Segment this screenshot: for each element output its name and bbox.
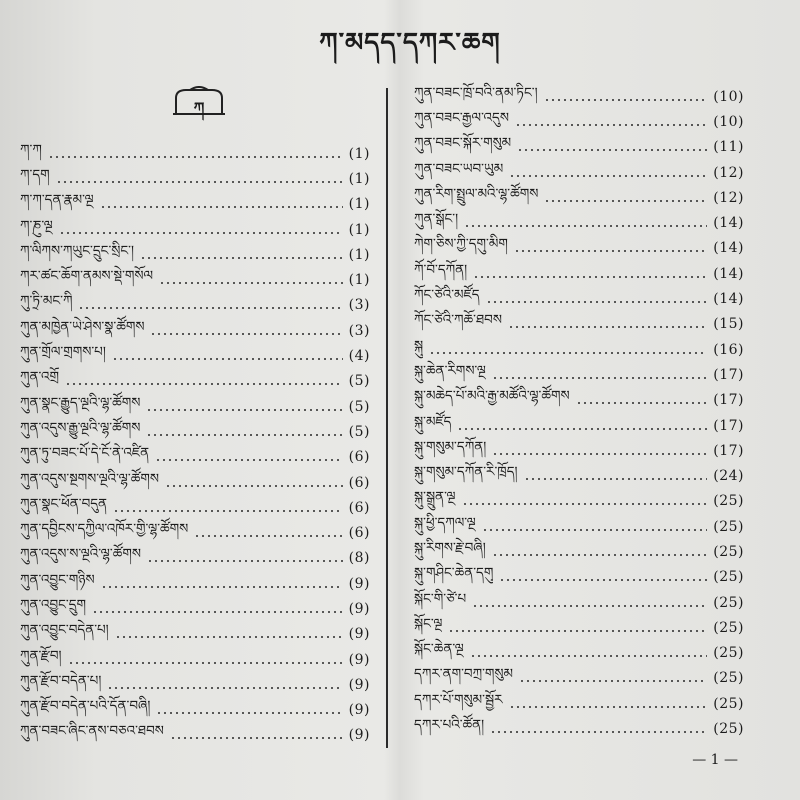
index-entry [414, 590, 744, 615]
entry-term: ཀ་ཎུ་ལྔ [20, 217, 53, 234]
entry-page-number: (17) [713, 392, 744, 409]
leader-dots [107, 687, 342, 689]
entry-page-number: (15) [713, 316, 744, 333]
leader-dots [464, 225, 707, 227]
leader-dots [509, 706, 708, 708]
entry-term: སྐུ་གཤིང་ཆེན་དགུ [414, 565, 494, 582]
entry-term: སྐུ་མཛོད [414, 413, 452, 430]
leader-dots [492, 377, 707, 379]
leader-dots [59, 232, 343, 234]
entry-term: ཀོང་ཙེའི་མཛོད [414, 287, 480, 304]
index-entry [20, 723, 370, 748]
entry-term: ཀུན་བཟང་ཞིང་ནས་བཅའ་ཐབས [20, 723, 164, 740]
entry-page-number: (3) [348, 297, 370, 314]
leader-dots [429, 352, 707, 354]
index-entry [20, 267, 370, 292]
entry-term: ཀུན་འདུས་ས་ལྔའི་ལྷ་ཚོགས [20, 546, 142, 563]
entry-page-number: (17) [713, 366, 744, 383]
entry-term: སྐུ་ཆེན་རིགས་ལྔ [414, 362, 486, 379]
section-letter: ཀ [193, 99, 205, 117]
entry-page-number: (17) [713, 417, 744, 434]
leader-dots [48, 156, 343, 158]
entry-term: ཀུན་མཁྱེན་ཡེ་ཤེས་སྣ་ཚོགས [20, 318, 145, 335]
leader-dots [100, 206, 343, 208]
leader-dots [509, 175, 707, 177]
leader-dots [499, 579, 707, 581]
leader-dots [457, 428, 707, 430]
leader-dots [147, 560, 343, 562]
leader-dots [517, 149, 707, 151]
index-entry [414, 388, 744, 413]
entry-term: ཀུན་བཟང་ཁྲོ་བའི་ནམ་ཏིང་། [414, 84, 538, 101]
entry-term: ཀུན་བཟང་ཡབ་ཡུམ [414, 160, 504, 177]
leader-dots [473, 276, 707, 278]
leader-dots [544, 200, 707, 202]
entry-term: ཀེག་ཅིས་ཀྱི་དགུ་མིག [414, 236, 508, 253]
entry-term: ཀར་ཚང་ཆོག་ནམས་སྡེ་གསོལ [20, 268, 154, 285]
entry-page-number: (25) [713, 594, 744, 611]
leader-dots [68, 662, 343, 664]
leader-dots [146, 434, 342, 436]
leader-dots [165, 485, 343, 487]
section-heading [172, 86, 226, 116]
entry-term: ཀུན་འབྱུང་དྲུག [20, 597, 87, 613]
entry-term: ཀུན་འདུས་སྔགས་ལྔའི་ལྷ་ཚོགས [20, 470, 159, 487]
entry-page-number: (14) [713, 265, 744, 282]
leader-dots [113, 510, 343, 512]
leader-dots [194, 535, 342, 537]
leader-dots [150, 333, 342, 335]
entry-term: ཀུན་གྲོལ་གྲགས་པ། [20, 344, 106, 361]
entry-term: ཀུན་རྫོབ་བདེན་པ། [20, 672, 102, 689]
entry-term: ཀུན་བཟང་སྐོར་གསུམ [414, 135, 512, 152]
entry-term: དཀར་པའི་ཚོན། [414, 717, 485, 734]
entry-page-number: (9) [348, 676, 370, 693]
entry-term: ཀོ་བོ་དཀོན། [414, 261, 468, 278]
entry-term: ཀུན་སྒོང་། [414, 211, 459, 228]
entry-term: ཀ་ཀ་དན་རྣམ་ལྔ [20, 192, 94, 209]
page-footer: — 1 — [692, 752, 738, 768]
leader-dots [156, 712, 342, 714]
entry-term: སྐུ་རིགས་རྗེ་བཞི། [414, 540, 486, 556]
entry-term: ཀུན་རྫོབ། [20, 647, 62, 664]
index-entry [414, 463, 744, 488]
leader-dots [470, 655, 707, 657]
entry-page-number: (1) [348, 170, 370, 187]
entry-page-number: (9) [348, 702, 370, 719]
entry-page-number: (4) [348, 348, 370, 365]
entry-page-number: (25) [713, 569, 744, 586]
entry-term: ཀ་ཀ [20, 141, 42, 158]
entry-term: སྐུ་གསུམ་དཀོན། [414, 438, 487, 455]
leader-dots [112, 358, 343, 360]
leader-dots [486, 301, 708, 303]
entry-page-number: (11) [713, 139, 744, 156]
entry-term: ཀུ་ཏྲི་མང་ཀི [20, 293, 73, 310]
leader-dots [78, 307, 342, 309]
entry-page-number: (3) [348, 322, 370, 339]
index-entry [20, 622, 370, 647]
entry-term: ཀོང་ཙེའི་ཀཆོ་ཐབས [414, 312, 502, 329]
entry-term: ཀུན་སྣང་ཕོན་བདུན [20, 495, 108, 512]
entry-page-number: (5) [348, 373, 370, 390]
page-title: ཀ་མདད་དཀར་ཆག [319, 28, 501, 58]
entry-page-number: (10) [713, 113, 744, 130]
index-entry [20, 141, 370, 166]
leader-dots [576, 402, 708, 404]
leader-dots [508, 326, 707, 328]
left-index-column [20, 141, 370, 748]
entry-page-number: (1) [348, 246, 370, 263]
leader-dots [472, 605, 707, 607]
leader-dots [155, 459, 343, 461]
leader-dots [514, 250, 707, 252]
entry-page-number: (1) [348, 272, 370, 289]
leader-dots [492, 554, 708, 556]
entry-term: ཀུན་ཏུ་བཟང་པོ་དེ་ངོ་ནེ་འཛིན [20, 445, 150, 462]
entry-page-number: (25) [713, 518, 744, 535]
entry-page-number: (9) [348, 651, 370, 668]
leader-dots [448, 630, 707, 632]
leader-dots [65, 383, 343, 385]
entry-page-number: (25) [713, 645, 744, 662]
entry-page-number: (5) [348, 423, 370, 440]
entry-term: ཀུན་འབྱུང་གཉིས [20, 571, 95, 588]
leader-dots [115, 636, 343, 638]
entry-page-number: (25) [713, 493, 744, 510]
index-entry [414, 716, 744, 741]
entry-page-number: (12) [713, 164, 744, 181]
entry-term: ཀུན་བཟང་རྒྱལ་འདུས [414, 109, 509, 126]
entry-page-number: (17) [713, 442, 744, 459]
entry-page-number: (5) [348, 398, 370, 415]
entry-page-number: (25) [713, 721, 744, 738]
entry-term: དཀར་པོ་གསུམ་སྦྱོར [414, 691, 503, 708]
entry-term: ཀུན་དབྱིངས་དཀྱིལ་འཁོར་གྱི་ལྷ་ཚོགས [20, 521, 189, 538]
leader-dots [146, 409, 342, 411]
entry-page-number: (8) [348, 550, 370, 567]
leader-dots [56, 181, 343, 183]
entry-term: སྐུ་ཕྱི་དཀལ་ལྔ [414, 514, 476, 531]
entry-term: ཀུན་འབྱུང་བདེན་པ། [20, 622, 109, 639]
entry-term: ཀུན་སྣང་རྒྱུད་ལྔའི་ལྷ་ཚོགས [20, 394, 141, 411]
entry-term: ཀུན་རིག་སྤྲུལ་མའི་ལྷ་ཚོགས [414, 185, 539, 202]
leader-dots [159, 282, 343, 284]
leader-dots [462, 503, 708, 505]
entry-term: ཀ་ལིཀས་ཀཡུང་དྲུང་སྲིང་། [20, 242, 135, 259]
entry-term: སྐོང་ལྔ [414, 615, 443, 632]
leader-dots [482, 529, 708, 531]
index-entry [20, 192, 370, 217]
entry-page-number: (1) [348, 145, 370, 162]
leader-dots [524, 478, 708, 480]
entry-page-number: (6) [348, 474, 370, 491]
index-entry [20, 343, 370, 368]
entry-page-number: (24) [713, 468, 744, 485]
entry-page-number: (14) [713, 215, 744, 232]
leader-dots [101, 586, 343, 588]
entry-page-number: (25) [713, 695, 744, 712]
entry-page-number: (9) [348, 727, 370, 744]
entry-page-number: (9) [348, 626, 370, 643]
leader-dots [92, 611, 343, 613]
entry-page-number: (1) [348, 196, 370, 213]
right-index-column [414, 84, 744, 742]
entry-page-number: (9) [348, 600, 370, 617]
entry-term: དཀར་ནག་བཀྲ་གསུམ [414, 666, 513, 683]
entry-page-number: (25) [713, 619, 744, 636]
entry-page-number: (25) [713, 670, 744, 687]
entry-term: སྐུ་གསུམ་དཀོན་རི་ཁྲོད། [414, 464, 518, 481]
index-entry [414, 185, 744, 210]
entry-term: སྐུ་སྒྲུན་ལྔ [414, 489, 456, 506]
column-divider [386, 88, 388, 748]
entry-term: སྐོང་ཆེན་ལྔ [414, 641, 464, 658]
entry-page-number: (6) [348, 499, 370, 516]
entry-page-number: (6) [348, 525, 370, 542]
entry-page-number: (1) [348, 221, 370, 238]
entry-page-number: (9) [348, 575, 370, 592]
entry-term: སྐུ [414, 337, 424, 354]
leader-dots [515, 124, 707, 126]
entry-page-number: (14) [713, 240, 744, 257]
leader-dots [492, 453, 707, 455]
leader-dots [490, 731, 707, 733]
entry-term: ཀ་དག [20, 166, 50, 183]
entry-page-number: (25) [713, 543, 744, 560]
entry-page-number: (16) [713, 341, 744, 358]
entry-page-number: (14) [713, 291, 744, 308]
leader-dots [544, 99, 708, 101]
leader-dots [519, 680, 707, 682]
index-entry [414, 312, 744, 337]
entry-term: ཀུན་འདུས་རྒྱུ་ལྔའི་ལྷ་ཚོགས [20, 419, 141, 436]
entry-page-number: (6) [348, 449, 370, 466]
entry-term: ཀུན་འགྲོ [20, 369, 59, 386]
entry-term: སྐོང་གི་ཙེ་པ [414, 590, 467, 607]
entry-page-number: (12) [713, 189, 744, 206]
leader-dots [140, 257, 343, 259]
entry-term: ཀུན་རྫོབ་བདེན་པའི་དོན་བཞི། [20, 698, 151, 715]
entry-term: སྐུ་མཆེད་པོ་མའི་རྒྱ་མཚོའི་ལྷ་ཚོགས [414, 388, 570, 405]
entry-page-number: (10) [713, 88, 744, 105]
leader-dots [170, 737, 343, 739]
